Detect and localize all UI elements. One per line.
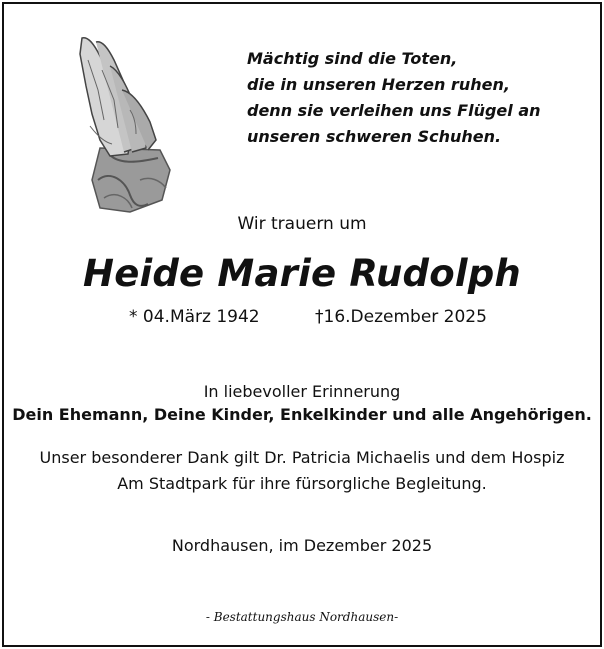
thanks-line: Am Stadtpark für ihre fürsorgliche Begleitung.	[117, 474, 487, 493]
poem-line: unseren schweren Schuhen.	[247, 127, 502, 146]
deceased-name: Heide Marie Rudolph	[83, 252, 521, 295]
family-text: Dein Ehemann, Deine Kinder, Enkelkinder und alle Angehörigen.	[12, 405, 592, 424]
memory-text: In liebevoller Erinnerung	[203, 382, 401, 401]
poem-line: die in unseren Herzen ruhen,	[247, 75, 510, 94]
place-date-text: Nordhausen, im Dezember 2025	[171, 536, 433, 555]
praying-hands-icon	[70, 30, 180, 220]
poem-line: denn sie verleihen uns Flügel an	[247, 101, 541, 120]
death-date: †16.Dezember 2025	[315, 307, 487, 327]
poem-line: Mächtig sind die Toten,	[247, 49, 458, 68]
funeral-home-text: - Bestattungshaus Nordhausen-	[205, 610, 399, 624]
intro-text: Wir trauern um	[237, 214, 367, 234]
thanks-line: Unser besonderer Dank gilt Dr. Patricia Michaelis und dem Hospiz	[39, 448, 565, 467]
poem	[247, 46, 577, 150]
thanks-text	[0, 445, 604, 497]
birth-date: * 04.März 1942	[129, 307, 260, 327]
